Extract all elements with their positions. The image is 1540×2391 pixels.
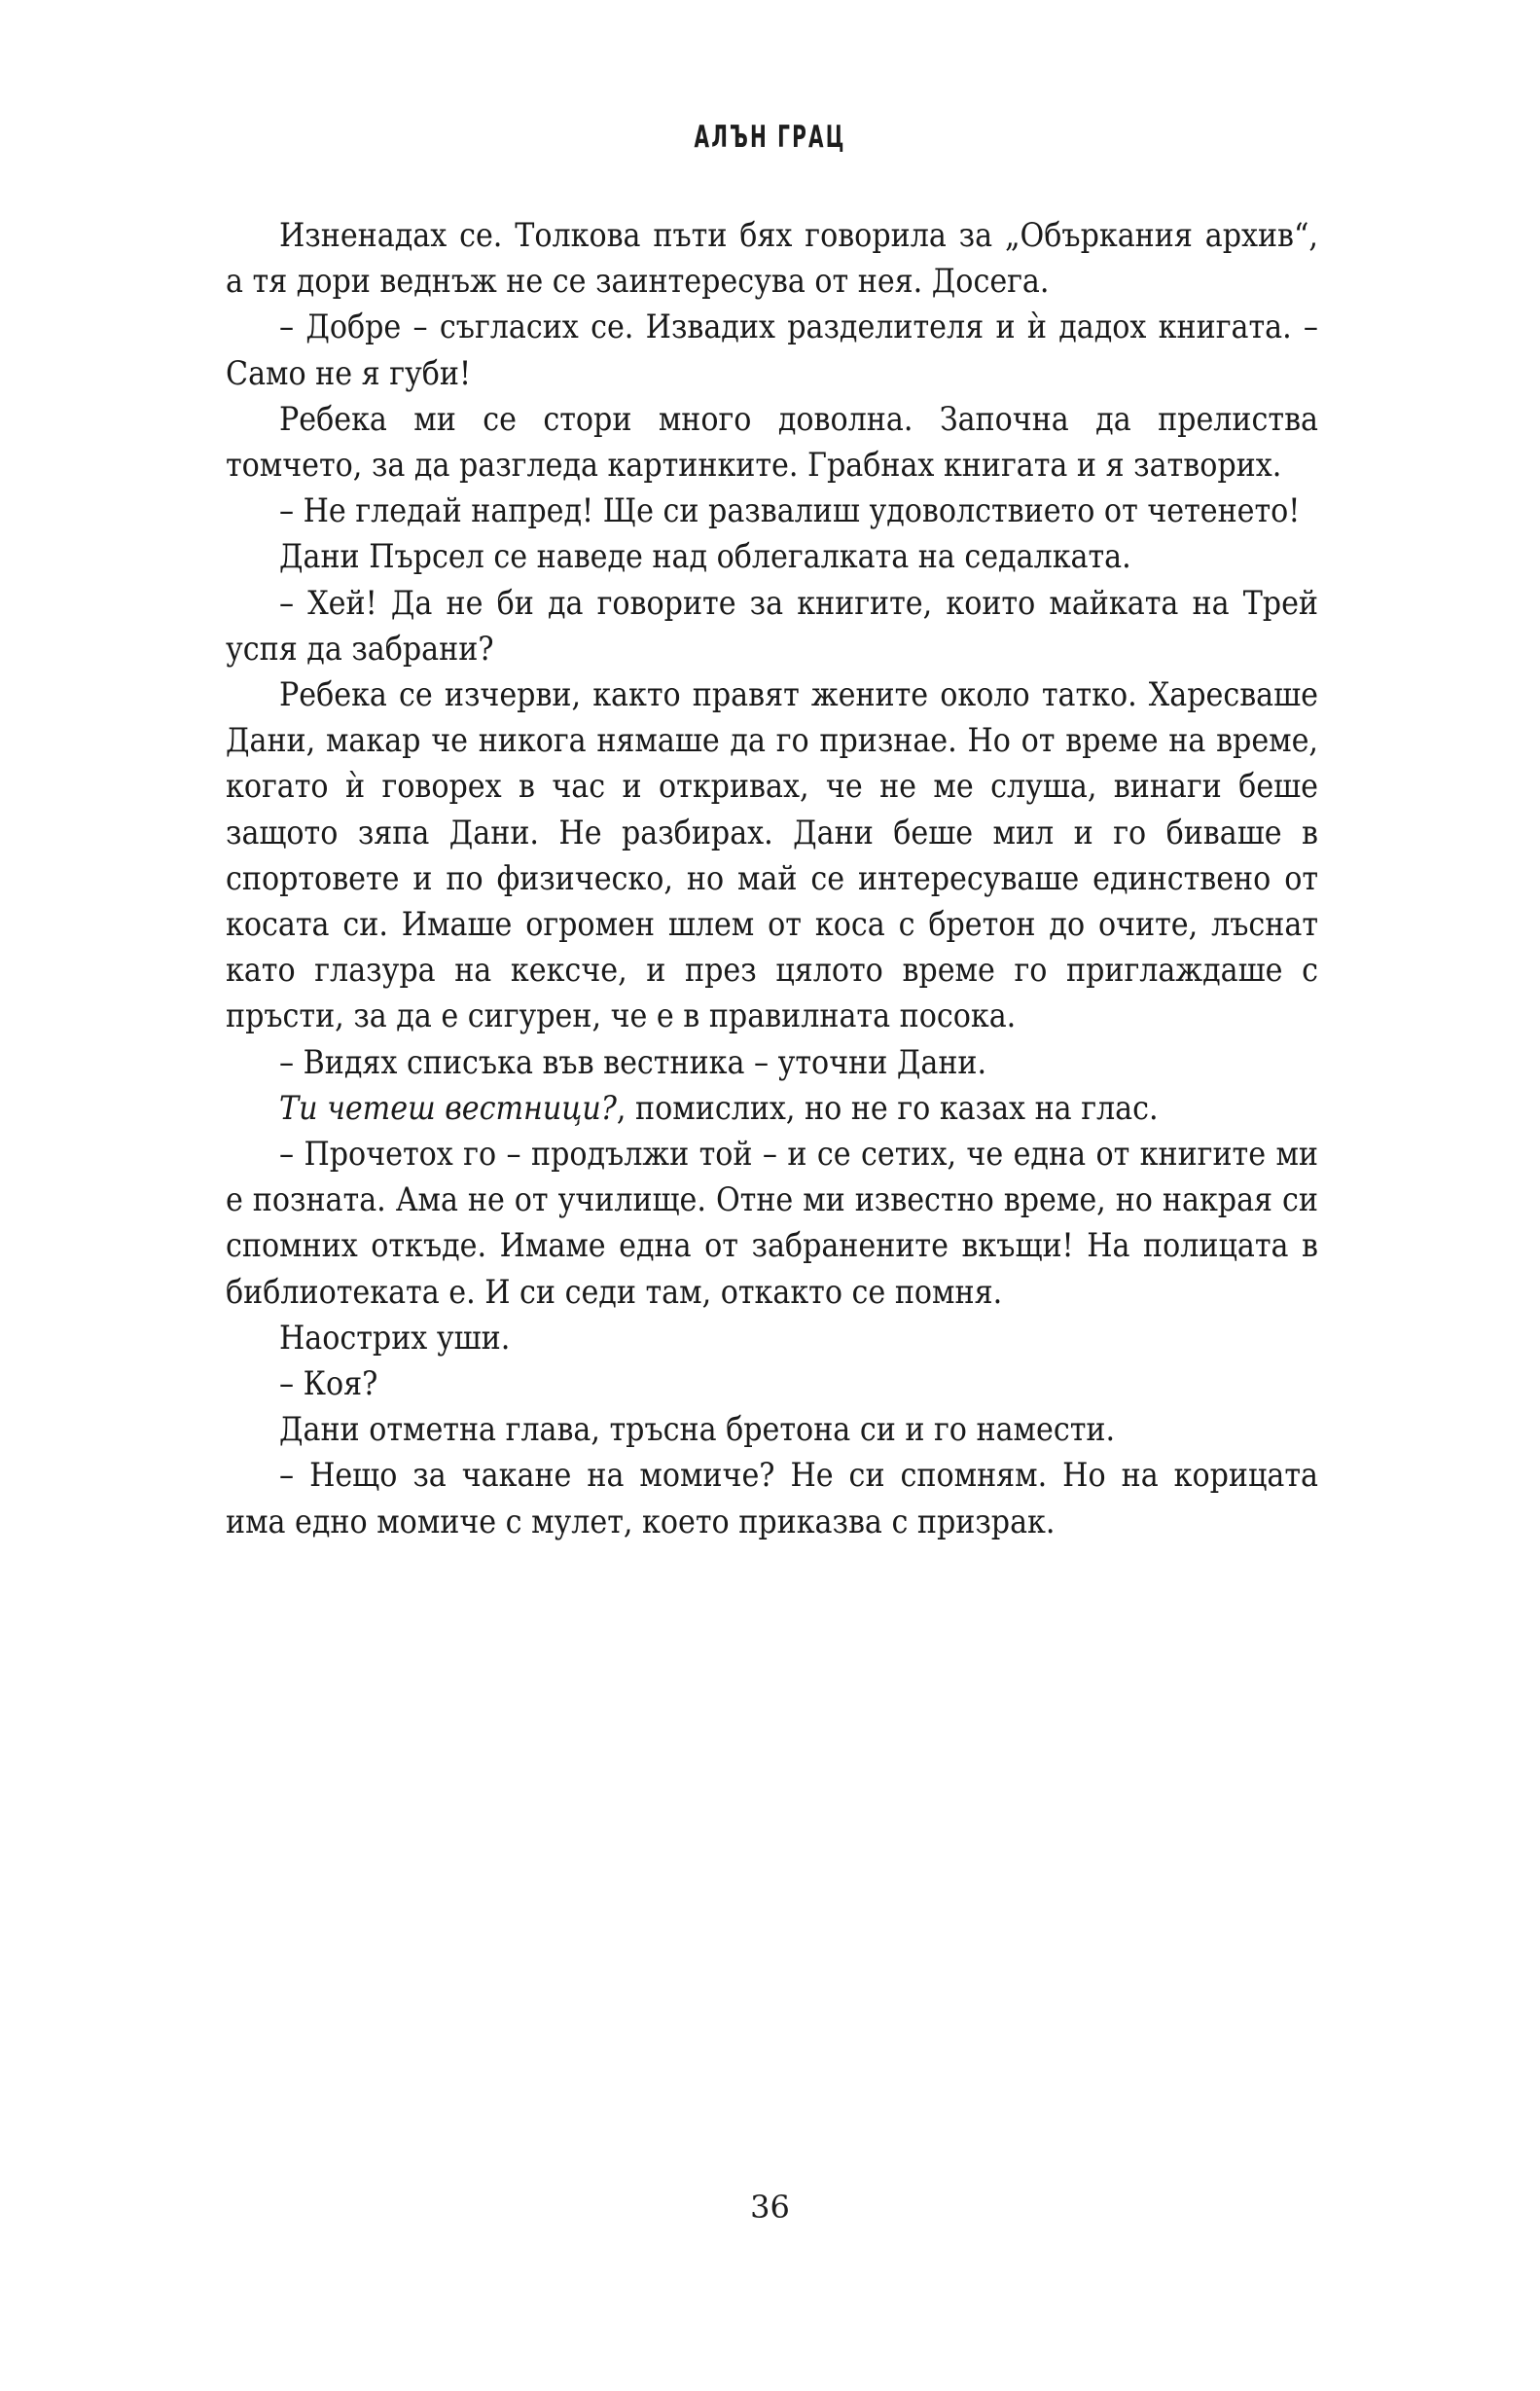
paragraph: – Не гледай напред! Ще си развалиш удоволствието от четенето! — [279, 491, 1301, 530]
paragraph-remainder: , помислих, но не го казах на глас. — [616, 1088, 1159, 1127]
paragraph-with-italic-lead — [226, 1085, 1318, 1131]
body-text-column — [226, 212, 1318, 1544]
paragraph: – Прочетох го – продължи той – и се сетих, че една от книгите ми е позната. Ама не от училище. Отне ми известно време, но накрая си спомних откъде. Имаме една от забранените вкъщи! На полицата в библиотеката е. И си седи там, откакто се помня. — [226, 1135, 1318, 1311]
paragraph: Дани Пърсел се наведе над облегалката на седалката. — [279, 537, 1131, 576]
paragraph: – Хей! Да не би да говорите за книгите, които майката на Трей успя да забрани? — [226, 583, 1318, 668]
running-head: АЛЪН ГРАЦ — [694, 120, 846, 155]
paragraph: Изненадах се. Толкова пъти бях говорила за „Объркания архив“, а тя дори веднъж не се заинтересува от нея. Досега. — [226, 216, 1318, 301]
italic-thought: Ти четеш вестници? — [279, 1088, 617, 1127]
paragraph: Ребека ми се стори много доволна. Започна да прелиства томчето, за да разгледа картинките. Грабнах книгата и я затворих. — [226, 399, 1318, 485]
paragraph: – Нещо за чакане на момиче? Не си спомням. Но на корицата има едно момиче с мулет, което приказва с призрак. — [226, 1456, 1318, 1540]
paragraph: Ребека се изчерви, както правят жените около татко. Харесваше Дани, макар че никога нямаше да го признае. Но от време на време, когато ѝ говорех в час и откривах, че не ме слуша, винаги беше защото зяпа Дани. Не разбирах. Дани беше мил и го биваше в спортовете и по физическо, но май се интересуваше единствено от косата си. Имаше огромен шлем от коса с бретон до очите, лъснат като глазура на кексче, и през цялото време го приглаждаше с пръсти, за да е сигурен, че е в правилната посока. — [226, 675, 1318, 1035]
paragraph: – Добре – съгласих се. Извадих разделителя и ѝ дадох книгата. – Само не я губи! — [226, 308, 1318, 392]
page-number: 36 — [750, 2189, 790, 2226]
paragraph: Наострих уши. — [279, 1318, 511, 1357]
paragraph: – Видях списъка във вестника – уточни Дани. — [279, 1042, 987, 1081]
paragraph: – Коя? — [279, 1364, 378, 1403]
paragraph: Дани отметна глава, тръсна бретона си и го намести. — [279, 1410, 1116, 1449]
